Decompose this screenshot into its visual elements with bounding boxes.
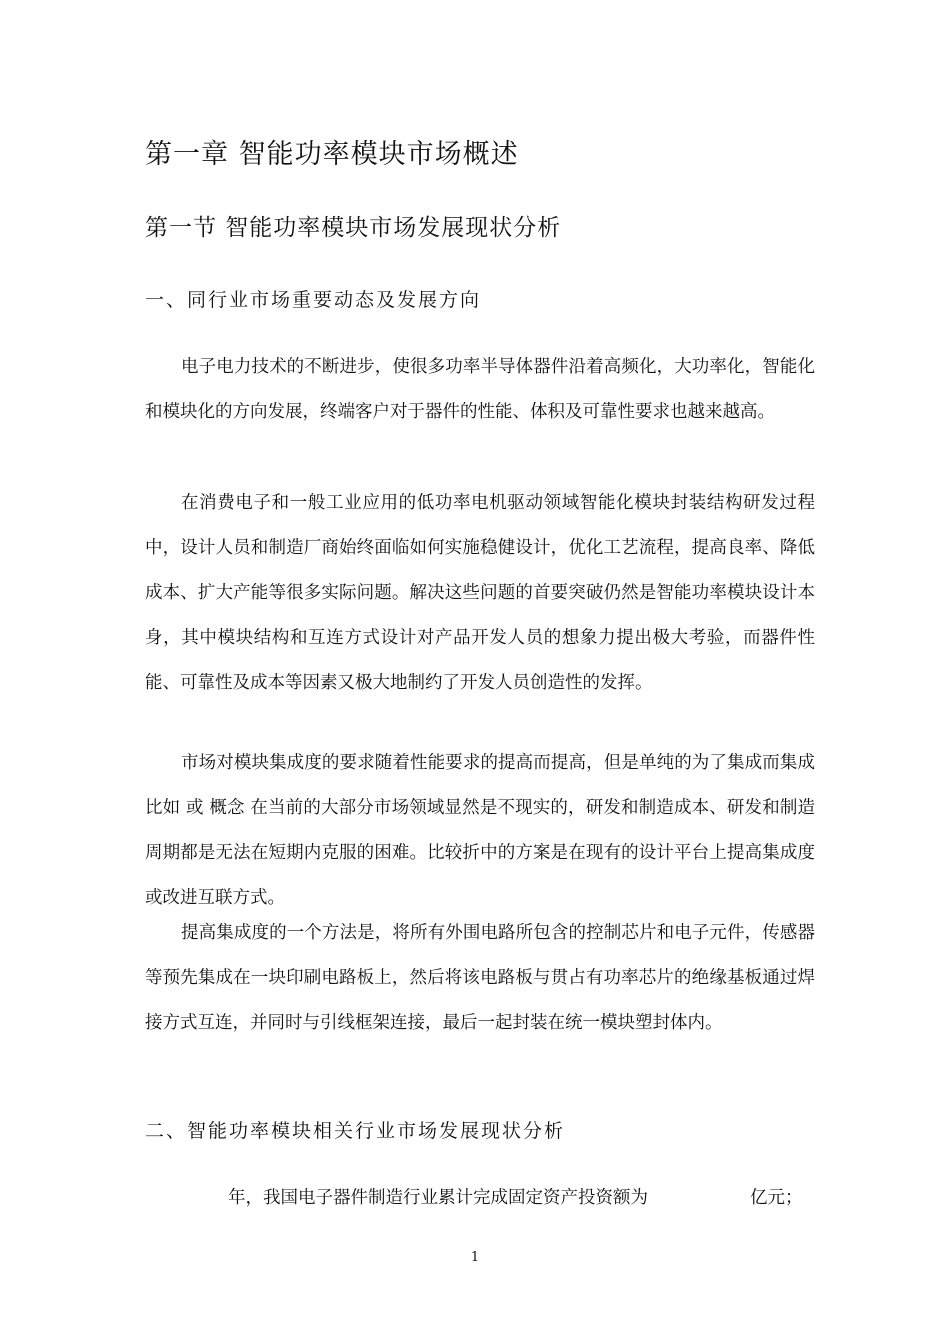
chapter-title: 第一章 智能功率模块市场概述 <box>145 139 519 170</box>
subheading-market-dynamics: 一、同行业市场重要动态及发展方向 <box>145 289 482 311</box>
paragraph-1: 电子电力技术的不断进步，使很多功率半导体器件沿着高频化，大功率化，智能化和模块化的方向发展，终端客户对于器件的性能、体积及可靠性要求也越来越高。 <box>145 357 815 422</box>
investment-sentence-tail: 亿元； <box>750 1188 803 1208</box>
section-title: 第一节 智能功率模块市场发展现状分析 <box>145 215 562 241</box>
paragraph-3: 市场对模块集成度的要求随着性能要求的提高而提高，但是单纯的为了集成而集成 比如 或 概念 在当前的大部分市场领域显然是不现实的，研发和制造成本、研发和制造周期都是无法在短期内克服的困难。比较折中的方案是在现有的设计平台上提高集成度或改进互联方式。 <box>145 753 815 908</box>
subheading-industry-status: 二、智能功率模块相关行业市场发展现状分析 <box>145 1120 566 1142</box>
paragraph-2: 在消费电子和一般工业应用的低功率电机驱动领域智能化模块封装结构研发过程中，设计人员和制造厂商始终面临如何实施稳健设计，优化工艺流程，提高良率、降低成本、扩大产能等很多实际问题。解决这些问题的首要突破仍然是智能功率模块设计本身，其中模块结构和互连方式设计对产品开发人员的想象力提出极大考验，而器件性能、可靠性及成本等因素又极大地制约了开发人员创造性的发挥。 <box>145 493 815 693</box>
page-number: 1 <box>470 1250 480 1265</box>
paragraph-4: 提高集成度的一个方法是，将所有外围电路所包含的控制芯片和电子元件，传感器等预先集成在一块印刷电路板上，然后将该电路板与贯占有功率芯片的绝缘基板通过焊接方式互连，并同时与引线框架连接，最后一起封装在统一模块塑封体内。 <box>145 923 815 1033</box>
investment-sentence <box>228 1184 803 1209</box>
investment-sentence-lead: 年，我国电子器件制造行业累计完成固定资产投资额为 <box>228 1188 648 1208</box>
